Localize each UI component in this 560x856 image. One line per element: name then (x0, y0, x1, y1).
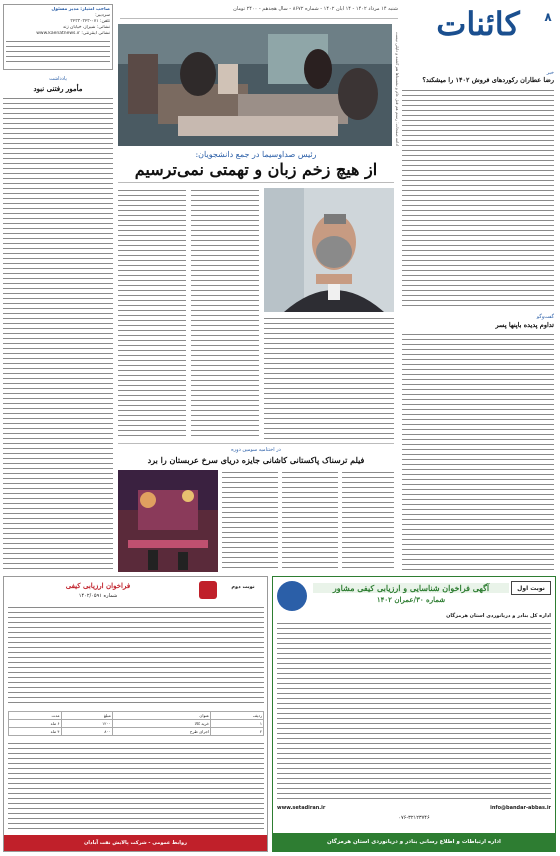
column-kicker: یادداشت (49, 76, 67, 82)
table-cell: اجرای طرح (112, 728, 210, 736)
notice-org: اداره کل بنادر و دریانوردی استان هرمزگان (446, 613, 551, 619)
contact-line: نشانی اینترنتی: www.kaenatnews.ir (36, 31, 110, 36)
sub-body (402, 332, 554, 572)
contact-line: سردبیر: (95, 13, 110, 18)
tender-title: فراخوان ارزیابی کیفی (65, 581, 131, 590)
contact-box (3, 4, 113, 70)
notice-logo-icon (277, 581, 307, 611)
tender-body (8, 741, 264, 829)
notice-subtitle: شماره ۳۰/عمران ۱۴۰۲ (376, 595, 446, 604)
notice-label: نوبت اول (511, 581, 551, 595)
table-header: عنوان (112, 712, 210, 720)
sub-headline: تداوم پدیده باپنها پسر (495, 321, 554, 329)
table-cell: ۸۰۰ (61, 728, 112, 736)
notice-site: www.setadiran.ir (277, 805, 326, 811)
film-body (222, 470, 278, 572)
lead-body (264, 316, 394, 440)
lead-body (118, 188, 186, 440)
lead-body (191, 188, 259, 440)
notice-phone: ۰۷۶-۳۲۱۲۳۷۴۶ (398, 815, 430, 821)
table-cell: ۱ (211, 720, 264, 728)
lead-supertitle: رئیس صداوسیما در جمع دانشجویان: (195, 150, 317, 159)
table-cell: خرید کالا (112, 720, 210, 728)
table-row (9, 720, 264, 728)
column-body (3, 96, 113, 570)
page-number: ۸ (544, 10, 552, 24)
table-header-row (9, 712, 264, 720)
notice-body (277, 621, 551, 801)
table-row (9, 728, 264, 736)
news-headline: رضا عطاران رکوردهای فروش ۱۴۰۲ را میشکند؟ (422, 76, 554, 84)
contact-line: نشانی: شیراز، خیابان زند (62, 25, 110, 30)
tender-table (8, 711, 264, 736)
table-cell: ۶ ماه (9, 720, 62, 728)
photo-caption: ادامه صفحات: رستم هم قتل عام و نشستاها هم کشته و دلیلی نیست (395, 31, 400, 146)
official-portrait (264, 188, 394, 312)
tender-label: نوبت دوم (231, 584, 255, 590)
film-supertitle: در اختتامیه سومین دوره (231, 447, 281, 453)
logo: کائنات (436, 5, 520, 43)
notice-title: آگهی فراخوان شناسایی و ارزیابی کیفی مشاور (313, 583, 509, 593)
hospital-photo (118, 24, 392, 146)
film-headline: فیلم ترسناک پاکستانی کاشانی جایزه دریای سرخ عربستان را برد (147, 455, 365, 465)
notice-email: info@bandar-abbas.ir (490, 805, 551, 811)
tender-logo-icon (199, 581, 217, 599)
table-header: ردیف (211, 712, 264, 720)
film-body (282, 470, 338, 572)
notice-footer: اداره ارتباطات و اطلاع رسانی بنادر و دریانوردی استان هرمزگان (273, 833, 555, 851)
table-cell: ۱۲۰۰ (61, 720, 112, 728)
tender-footer: روابط عمومی - شرکت پالایش نفت آبادان (4, 835, 267, 851)
tender-body (8, 605, 264, 705)
news-body (402, 88, 554, 310)
table-cell: ۴ ماه (9, 728, 62, 736)
column-title: مأمور رفتنی نبود (33, 84, 83, 93)
festival-photo (118, 470, 218, 572)
tender-reference: شماره ۱۴۰۲/۰۵۹۱ (78, 593, 118, 599)
sub-kicker: گفت‌وگو (536, 314, 554, 320)
news-kicker: خبر (546, 70, 554, 76)
tender-ad (3, 576, 268, 852)
table-header: مبلغ (61, 712, 112, 720)
film-body (342, 470, 394, 572)
table-header: مدت (9, 712, 62, 720)
contact-line: تلفن: ۰۷۱-۳۲۳۳۰۳۲۳ (70, 19, 110, 24)
table-cell: ۲ (211, 728, 264, 736)
masthead (400, 4, 554, 46)
date-line: شنبه ۱۴ مرداد ۱۴۰۲ - ۱۴ آبان ۱۴۰۲ - شماره ۸۶۷۲ - سال هجدهم - ۲۴۰۰ تومان (233, 6, 398, 12)
lead-headline: از هیچ زخم زبان و تهمتی نمی‌ترسیم (134, 160, 378, 179)
notice-ad (272, 576, 556, 852)
contact-header: صاحب امتیاز: مدیر مسئول (51, 7, 110, 12)
